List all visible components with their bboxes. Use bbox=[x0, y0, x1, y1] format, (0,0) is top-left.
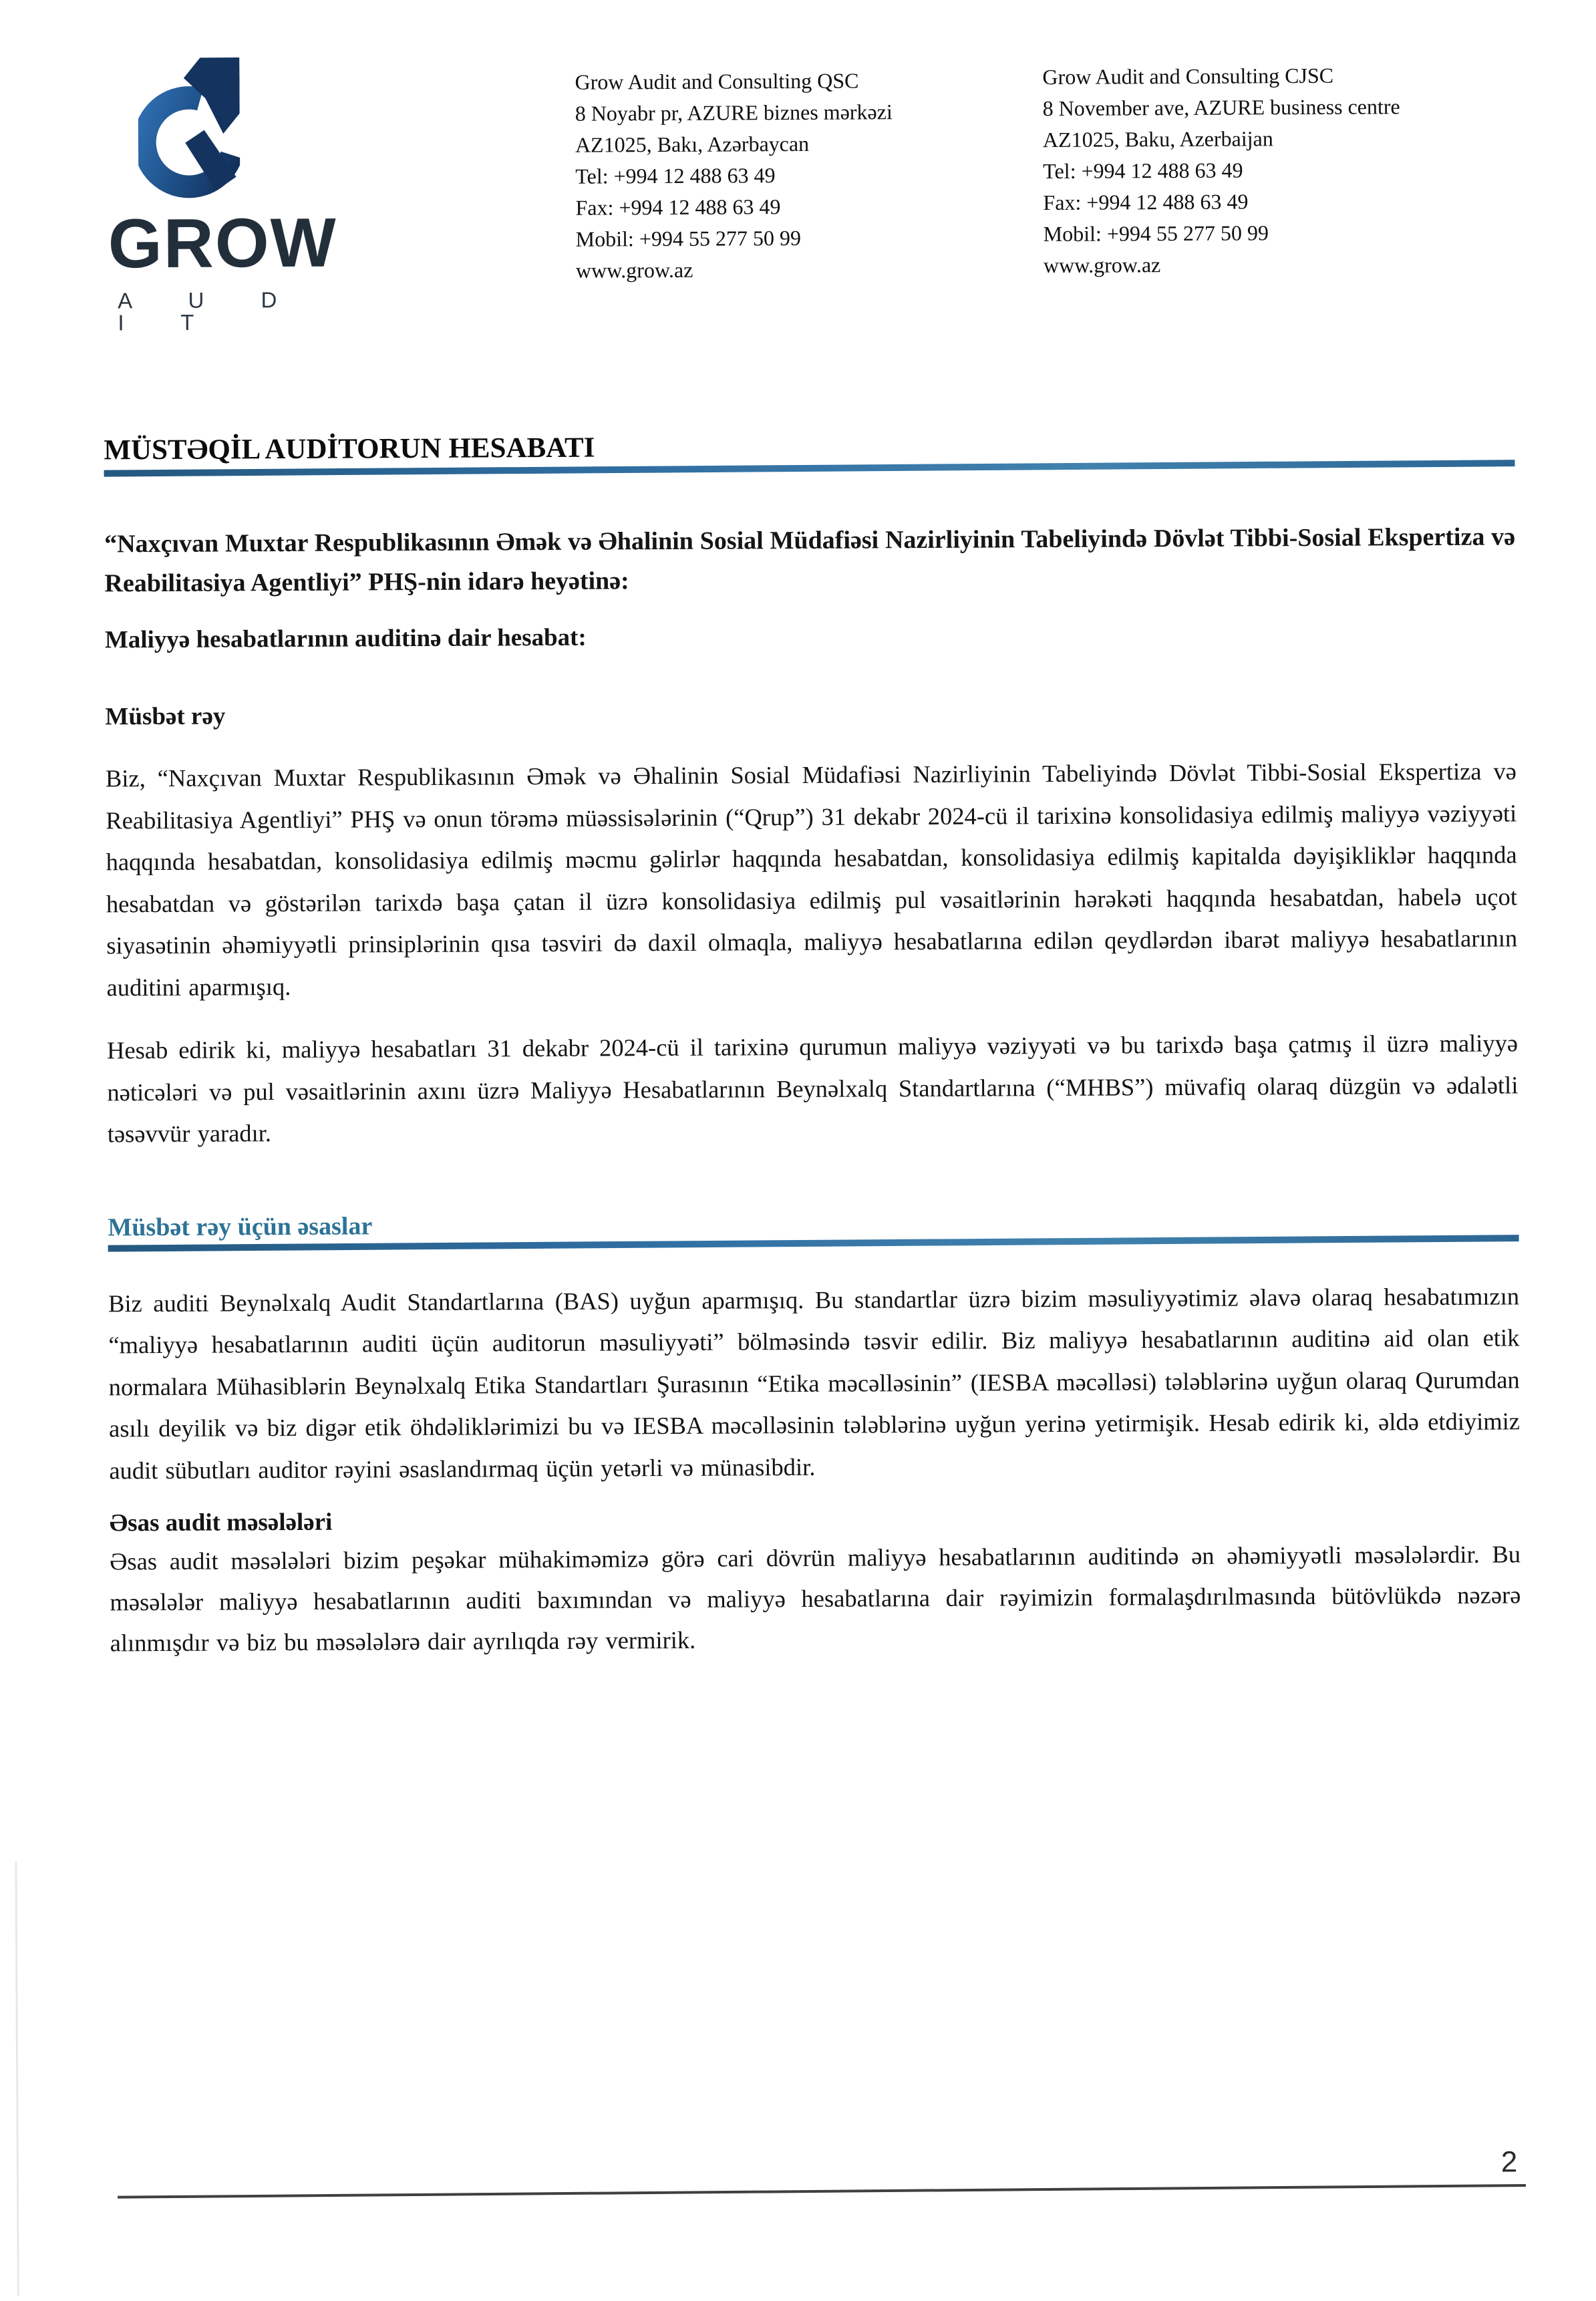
grow-audit-logo bbox=[107, 54, 355, 333]
scan-edge-artifact bbox=[15, 1861, 19, 2296]
contact-block-left bbox=[575, 64, 1003, 286]
contact-line: AZ1025, Baku, Azerbaijan bbox=[1042, 126, 1273, 152]
contact-line: Tel: +994 12 488 63 49 bbox=[1043, 158, 1243, 184]
report-subject: Maliyyə hesabatlarının auditinə dair hesabat: bbox=[104, 623, 587, 654]
report-title: MÜSTƏQİL AUDİTORUN HESABATI bbox=[104, 432, 595, 466]
contact-line: Mobil: +994 55 277 50 99 bbox=[1043, 220, 1269, 247]
contact-line: Tel: +994 12 488 63 49 bbox=[575, 163, 776, 188]
opinion-paragraph-2: Hesab edirik ki, maliyyə hesabatları 31 dekabr 2024-cü il tarixinə qurumun maliyyə vəziyyəti və bu tarixdə başa çatmış il üzrə maliyyə nəticələri və pul vəsaitlərinin axını üzrə Maliyyə Hesabatlarının Beynəlxalq Standartlarına (“MHBS”) müvafiq olaraq düzgün və ədalətli təsəvvür yaradır. bbox=[106, 1029, 1519, 1148]
contact-line: Fax: +994 12 488 63 49 bbox=[575, 194, 781, 220]
contact-line: 8 Noyabr pr, AZURE biznes mərkəzi bbox=[575, 100, 893, 126]
contact-line-website: www.grow.az bbox=[575, 257, 693, 283]
contact-line: Fax: +994 12 488 63 49 bbox=[1043, 189, 1249, 215]
grow-g-icon bbox=[138, 55, 240, 204]
contact-line: Mobil: +994 55 277 50 99 bbox=[575, 225, 802, 251]
contact-line-website: www.grow.az bbox=[1043, 253, 1161, 278]
footer-rule bbox=[118, 2184, 1526, 2199]
contact-block-right bbox=[1042, 59, 1471, 281]
key-audit-matters-paragraph: Əsas audit məsələləri bizim peşəkar mühakiməmizə görə cari dövrün maliyyə hesabatlarının auditində ən əhəmiyyətli məsələlərdir. Bu məsələlər maliyyə hesabatlarının auditi baxımından və maliyyə hesabatlarına dair rəyimizin formalaşdırılmasında bütövlükdə nəzərə alınmışdır və biz bu məsələlərə dair ayrılıqda rəy vermirik. bbox=[109, 1540, 1521, 1657]
key-audit-matters-heading: Əsas audit məsələləri bbox=[109, 1508, 333, 1537]
basis-for-opinion-paragraph: Biz auditi Beynəlxalq Audit Standartlarına (BAS) uyğun aparmışıq. Bu standartlar üzrə bizim məsuliyyətimiz əlavə olaraq hesabatımızın “maliyyə hesabatlarının auditi üçün auditorun məsuliyyəti” bölməsində təsvir edilir. Biz maliyyə hesabatlarının auditinə aid olan etik normalara Mühasiblərin Beynəlxalq Etika Standartları Şurasının “Etika məcəlləsinin” (IESBA məcəlləsi) tələblərinə uyğun olaraq Qurumdan asılı deyilik və biz digər etik öhdəliklərimizi bu və IESBA məcəlləsinin tələblərinə uyğun yerinə yetirmişik. Hesab edirik ki, əldə etdiyimiz audit sübutları auditor rəyini əsaslandırmaq üçün yetərli və münasibdir. bbox=[108, 1281, 1521, 1484]
basis-for-opinion-heading: Müsbət rəy üçün əsaslar bbox=[108, 1211, 373, 1241]
addressee-paragraph: “Naxçıvan Muxtar Respublikasının Əmək və Əhalinin Sosial Müdafiəsi Nazirliyinin Tabeliyində Dövlət Tibbi-Sosial Ekspertiza və Reabilitasiya Agentliyi” PHŞ-nin idarə heyətinə: bbox=[104, 522, 1516, 598]
contact-line: Grow Audit and Consulting CJSC bbox=[1042, 63, 1334, 90]
contact-line: AZ1025, Bakı, Azərbaycan bbox=[575, 131, 810, 157]
page-number: 2 bbox=[1500, 2145, 1518, 2179]
report-body bbox=[104, 427, 1521, 1663]
contact-line: Grow Audit and Consulting QSC bbox=[575, 68, 859, 94]
opinion-paragraph-1: Biz, “Naxçıvan Muxtar Respublikasının Əmək və Əhalinin Sosial Müdafiəsi Nazirliyinin Tabeliyində Dövlət Tibbi-Sosial Ekspertiza və Reabilitasiya Agentliyi” PHŞ və onun törəmə müəssisələrinin (“Qrup”) 31 dekabr 2024-cü il tarixinə konsolidasiya edilmiş maliyyə vəziyyəti haqqında hesabatdan, konsolidasiya edilmiş məcmu gəlirlər haqqında hesabatdan, konsolidasiya edilmiş kapitalda dəyişikliklər haqqında hesabatdan və göstərilən tarixdə başa çatan il üzrə konsolidasiya edilmiş pul vəsaitlərinin hərəkəti haqqında hesabatdan, habelə uçot siyasətinin əhəmiyyətli prinsiplərinin qısa təsviri də daxil olmaqla, maliyyə hesabatlarına edilən qeydlərdən ibarət maliyyə hesabatlarının auditini aparmışıq. bbox=[105, 757, 1518, 1001]
contact-line: 8 November ave, AZURE business centre bbox=[1042, 94, 1400, 121]
logo-sub-text: A U D I T bbox=[118, 287, 303, 335]
logo-brand-text: GROW bbox=[108, 204, 338, 283]
opinion-heading: Müsbət rəy bbox=[105, 702, 226, 731]
